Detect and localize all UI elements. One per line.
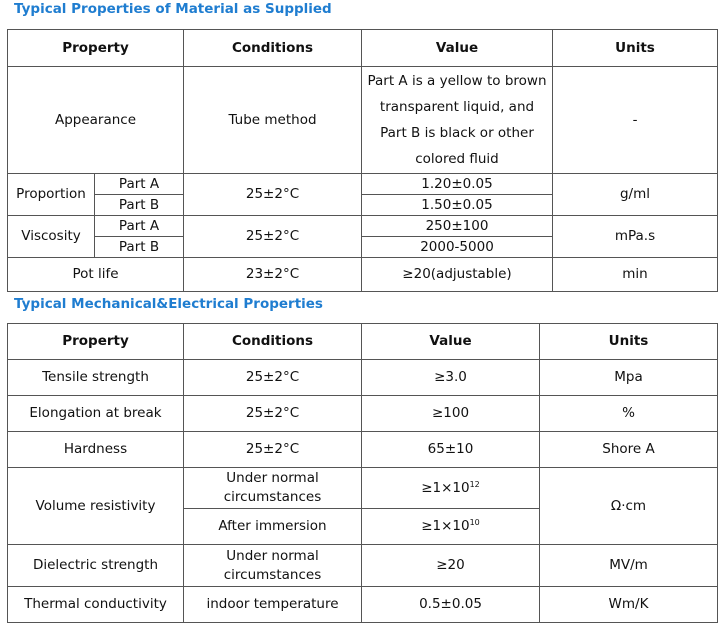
viscosity-conditions: 25±2°C [184, 216, 362, 258]
thermal-value: 0.5±0.05 [362, 587, 540, 623]
proportion-value-a: 1.20±0.05 [362, 174, 553, 195]
table-row [8, 360, 718, 396]
viscosity-part-b: Part B [95, 237, 184, 258]
value-exponent: 10 [469, 518, 480, 527]
viscosity-units: mPa.s [553, 216, 718, 258]
header-property: Property [8, 30, 184, 67]
volume-resistivity-value-normal [362, 468, 540, 509]
appearance-conditions: Tube method [184, 67, 362, 174]
table-row [8, 216, 718, 237]
proportion-conditions: 25±2°C [184, 174, 362, 216]
dielectric-property: Dielectric strength [8, 545, 184, 587]
volume-resistivity-value-immersion [362, 509, 540, 545]
elongation-conditions: 25±2°C [184, 396, 362, 432]
elongation-value: ≥100 [362, 396, 540, 432]
pot-life-value: ≥20(adjustable) [362, 258, 553, 292]
volume-resistivity-property: Volume resistivity [8, 468, 184, 545]
dielectric-units: MV/m [540, 545, 718, 587]
proportion-part-b: Part B [95, 195, 184, 216]
appearance-units: - [553, 67, 718, 174]
header-value: Value [362, 30, 553, 67]
header-value: Value [362, 324, 540, 360]
value-exponent: 12 [469, 479, 480, 489]
appearance-property: Appearance [8, 67, 184, 174]
proportion-value-b: 1.50±0.05 [362, 195, 553, 216]
pot-life-units: min [553, 258, 718, 292]
dielectric-value: ≥20 [362, 545, 540, 587]
elongation-units: % [540, 396, 718, 432]
thermal-conditions: indoor temperature [184, 587, 362, 623]
value-base: ≥1×10 [421, 479, 470, 496]
table-row [8, 468, 718, 509]
proportion-property: Proportion [8, 174, 95, 216]
tensile-conditions: 25±2°C [184, 360, 362, 396]
viscosity-value-a: 250±100 [362, 216, 553, 237]
volume-resistivity-units: Ω·cm [540, 468, 718, 545]
thermal-property: Thermal conductivity [8, 587, 184, 623]
table-row [8, 396, 718, 432]
appearance-value: Part A is a yellow to brown transparent liquid, and Part B is black or other colored fluid [362, 67, 553, 174]
table-row [8, 174, 718, 195]
viscosity-property: Viscosity [8, 216, 95, 258]
hardness-value: 65±10 [362, 432, 540, 468]
mechanical-electrical-table [7, 323, 718, 623]
volume-resistivity-cond-immersion: After immersion [184, 509, 362, 545]
hardness-property: Hardness [8, 432, 184, 468]
proportion-part-a: Part A [95, 174, 184, 195]
table-row [8, 67, 718, 174]
supplied-properties-table [7, 29, 718, 292]
elongation-property: Elongation at break [8, 396, 184, 432]
value-base: ≥1×10 [421, 518, 470, 534]
hardness-conditions: 25±2°C [184, 432, 362, 468]
header-property: Property [8, 324, 184, 360]
viscosity-part-a: Part A [95, 216, 184, 237]
dielectric-conditions: Under normal circumstances [184, 545, 362, 587]
viscosity-value-b: 2000-5000 [362, 237, 553, 258]
tensile-value: ≥3.0 [362, 360, 540, 396]
header-units: Units [540, 324, 718, 360]
section-title-mechanical: Typical Mechanical&Electrical Properties [14, 296, 323, 312]
hardness-units: Shore A [540, 432, 718, 468]
proportion-units: g/ml [553, 174, 718, 216]
header-conditions: Conditions [184, 30, 362, 67]
table-header-row [8, 324, 718, 360]
section-title-supplied: Typical Properties of Material as Supplied [14, 1, 332, 17]
header-units: Units [553, 30, 718, 67]
table-row [8, 587, 718, 623]
volume-resistivity-cond-normal: Under normal circumstances [184, 468, 362, 509]
table-header-row [8, 30, 718, 67]
pot-life-property: Pot life [8, 258, 184, 292]
header-conditions: Conditions [184, 324, 362, 360]
table-row [8, 545, 718, 587]
pot-life-conditions: 23±2°C [184, 258, 362, 292]
table-row [8, 432, 718, 468]
thermal-units: Wm/K [540, 587, 718, 623]
tensile-units: Mpa [540, 360, 718, 396]
table-row [8, 258, 718, 292]
tensile-property: Tensile strength [8, 360, 184, 396]
